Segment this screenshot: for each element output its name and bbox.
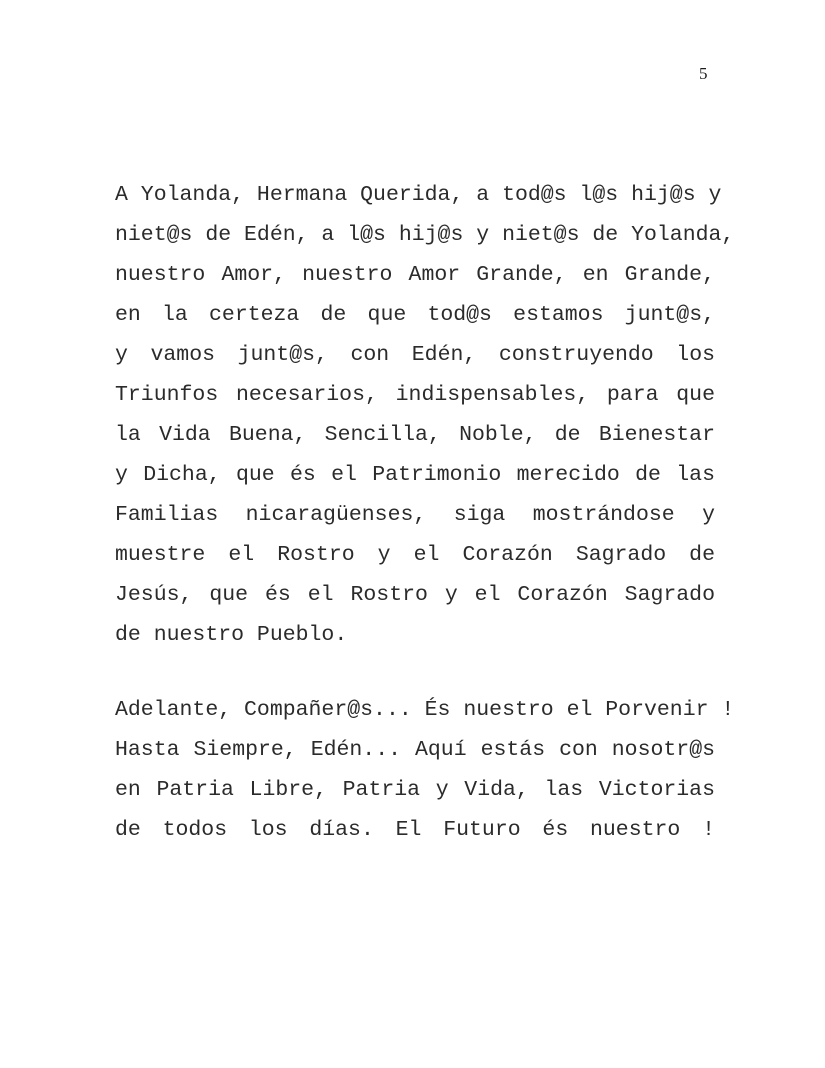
text-line: muestre el Rostro y el Corazón Sagrado de bbox=[115, 543, 715, 567]
text-line: Adelante, Compañer@s... És nuestro el Porvenir ! bbox=[115, 698, 735, 722]
text-line: A Yolanda, Hermana Querida, a tod@s l@s hij@s y bbox=[115, 183, 722, 207]
text-line: y Dicha, que és el Patrimonio merecido de las bbox=[115, 463, 715, 487]
text-line: nuestro Amor, nuestro Amor Grande, en Grande, bbox=[115, 263, 715, 287]
text-line: en la certeza de que tod@s estamos junt@s, bbox=[115, 303, 715, 327]
text-line: Hasta Siempre, Edén... Aquí estás con nosotr@s bbox=[115, 738, 715, 762]
text-line: Triunfos necesarios, indispensables, para que bbox=[115, 383, 715, 407]
dedication-paragraph bbox=[115, 175, 735, 655]
page-number: 5 bbox=[699, 64, 708, 83]
closing-paragraph bbox=[115, 690, 735, 850]
text-line: Jesús, que és el Rostro y el Corazón Sagrado bbox=[115, 583, 715, 607]
text-line: y vamos junt@s, con Edén, construyendo los bbox=[115, 343, 715, 367]
text-line: de nuestro Pueblo. bbox=[115, 623, 348, 647]
text-line: de todos los días. El Futuro és nuestro ! bbox=[115, 818, 715, 842]
text-line: la Vida Buena, Sencilla, Noble, de Bienestar bbox=[115, 423, 715, 447]
text-line: Familias nicaragüenses, siga mostrándose y bbox=[115, 503, 715, 527]
text-line: niet@s de Edén, a l@s hij@s y niet@s de Yolanda, bbox=[115, 223, 735, 247]
text-line: en Patria Libre, Patria y Vida, las Victorias bbox=[115, 778, 715, 802]
